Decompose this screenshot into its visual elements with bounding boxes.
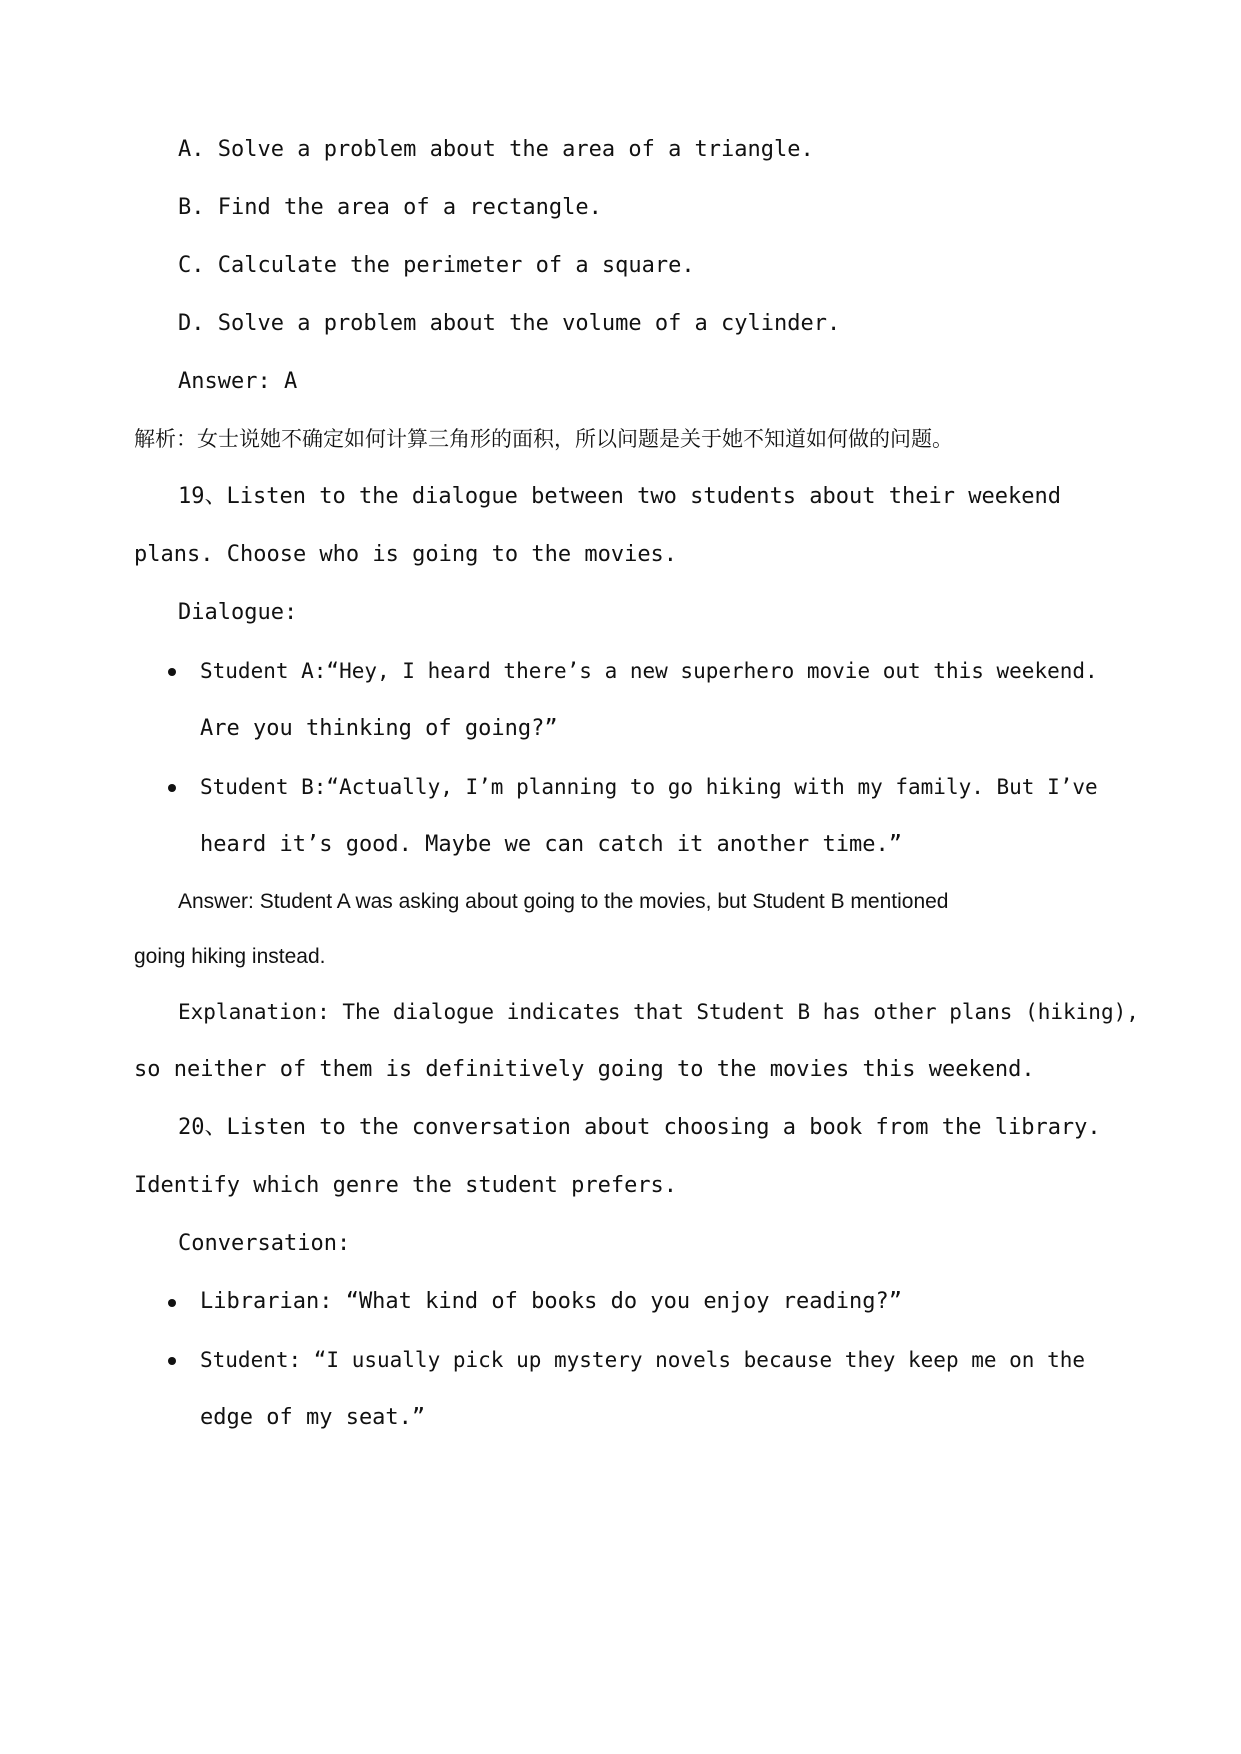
dialogue-label: Dialogue: [178, 600, 298, 625]
option-b: B. Find the area of a rectangle. [178, 195, 602, 220]
option-d: D. Solve a problem about the volume of a cylinder. [178, 311, 841, 336]
option-a: A. Solve a problem about the area of a triangle. [178, 137, 814, 162]
student-a-line1: Student A:“Hey, I heard there’s a new superhero movie out this weekend. [200, 659, 1098, 683]
student-line2: edge of my seat.” [200, 1405, 426, 1430]
student-b-line2: heard it’s good. Maybe we can catch it another time.” [200, 832, 902, 857]
explanation-19-line1: Explanation: The dialogue indicates that Student B has other plans (hiking), [178, 1000, 1139, 1024]
answer-19-line2: going hiking instead. [134, 945, 326, 968]
question-19-prompt-line2: plans. Choose who is going to the movies. [134, 542, 678, 567]
option-c: C. Calculate the perimeter of a square. [178, 253, 695, 278]
explanation-19-line2: so neither of them is definitively going to the movies this weekend. [134, 1057, 1035, 1082]
question-20-prompt-line2: Identify which genre the student prefers. [134, 1173, 678, 1198]
student-b-line1: Student B:“Actually, I’m planning to go hiking with my family. But I’ve [200, 775, 1098, 799]
conversation-label: Conversation: [178, 1231, 351, 1256]
bullet-student-b [168, 784, 176, 792]
question-20-prompt-line1: 20、Listen to the conversation about choosing a book from the library. [178, 1115, 1101, 1140]
analysis-18: 解析：女士说她不确定如何计算三角形的面积，所以问题是关于她不知道如何做的问题。 [134, 427, 953, 451]
bullet-student [168, 1357, 176, 1365]
answer-18: Answer: A [178, 369, 298, 394]
bullet-librarian [168, 1299, 176, 1307]
question-19-prompt-line1: 19、Listen to the dialogue between two students about their weekend [178, 484, 1061, 509]
student-line1: Student: “I usually pick up mystery novels because they keep me on the [200, 1348, 1086, 1372]
answer-19-line1: Answer: Student A was asking about going to the movies, but Student B mentioned [178, 890, 949, 913]
librarian-line: Librarian: “What kind of books do you enjoy reading?” [200, 1289, 902, 1314]
bullet-student-a [168, 668, 176, 676]
student-a-line2: Are you thinking of going?” [200, 716, 558, 741]
